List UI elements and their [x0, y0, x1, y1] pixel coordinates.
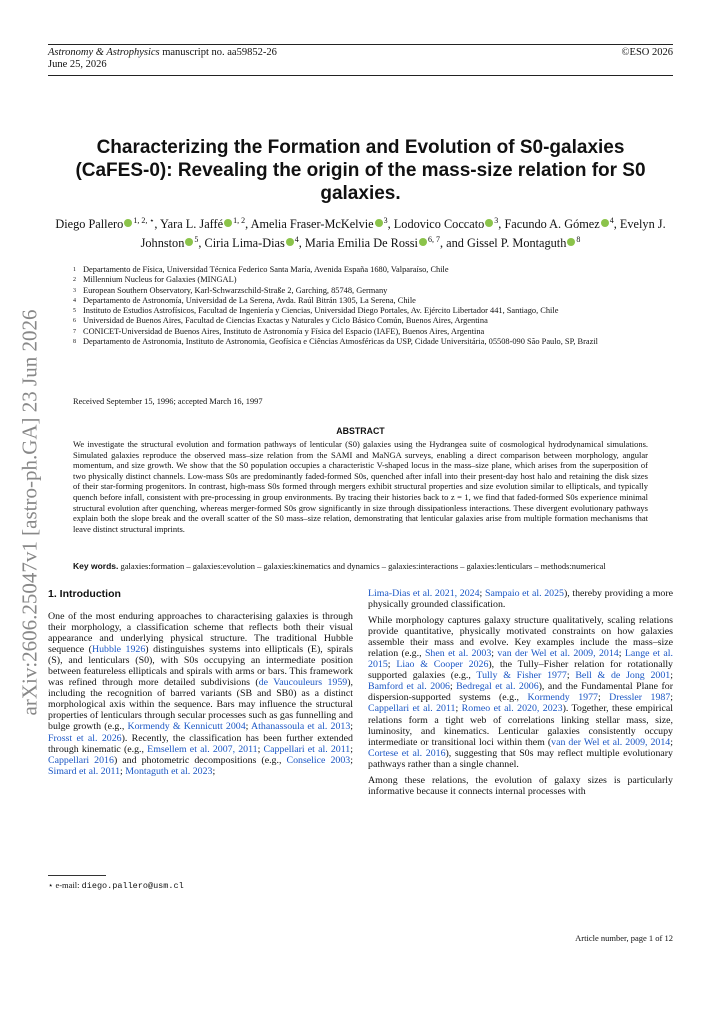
affiliation-item — [73, 306, 663, 316]
column-right — [368, 588, 673, 802]
received-date: Received September 15, 1996; accepted March 16, 1997 — [73, 397, 263, 406]
citation-link[interactable]: van der Wel et al. 2009, 2014 — [551, 736, 671, 748]
header-date: June 25, 2026 — [48, 59, 107, 70]
author-name: Amelia Fraser-McKelvie — [250, 217, 374, 232]
author-name: Lodovico Coccato — [393, 217, 485, 232]
affiliation-item — [73, 337, 663, 347]
affiliation-number: 2 — [73, 277, 76, 284]
author-name: Maria Emilia De Rossi — [304, 236, 418, 251]
affiliation-item — [73, 296, 663, 306]
body-paragraph: While morphology captures galaxy structure qualitatively, scaling relations provide quantitative, physically motivated constraints on how galaxies assemble their mass and evolve. Key examples include the mass–size relation (e.g., Shen et al. 2003; van der Wel et al. 2009, 2014; Lange et al. 2015; Liao & Cooper 2026), the Tully–Fisher relation for rotationally supported galaxies (e.g., Tully & Fisher 1977; Bell & de Jong 2001; Bamford et al. 2006; Bedregal et al. 2006), and the Fundamental Plane for dispersion-supported systems (e.g., Kormendy 1977; Dressler 1987; Cappellari et al. 2011; Romeo et al. 2020, 2023). Together, these empirical relations form a tight web of correlations linking stellar mass, size, luminosity, and kinematics. Lenticular galaxies consistently occupy intermediate or transitional loci within them (van der Wel et al. 2009, 2014; Cortese et al. 2016), suggesting that S0s may reflect multiple evolutionary pathways rather than a single channel. — [368, 615, 674, 770]
footnote-prefix: e-mail: — [55, 880, 80, 890]
keywords — [73, 561, 648, 572]
affiliation-number: 1 — [73, 267, 76, 273]
orcid-icon[interactable] — [185, 238, 193, 246]
copyright: ©ESO 2026 — [621, 47, 673, 58]
journal-name: Astronomy & Astrophysics — [48, 47, 160, 58]
citation-link[interactable]: Hubble 1926 — [91, 644, 146, 656]
author-list: Diego Pallero $^{1, 2, ⋆}$, Yara L. Jaffé $^{1, 2}$, Amelia Fraser-McKelvie $^3$, Lodovico Coccato $^3$, Facundo A. Gómez $^4$, Evelyn J. Johnston $^5$, Ciria Lima-Dias $^4$, Maria Emilia De Rossi $^{6, 7}$, and Gissel P. Montaguth $^8$ — [55, 216, 666, 251]
affiliation-item — [73, 286, 663, 296]
author-affil-sup: 3 — [494, 216, 499, 225]
footnote-rule — [48, 875, 106, 876]
affiliation-item — [73, 316, 663, 326]
citation-link[interactable]: Romeo et al. 2020, 2023 — [461, 703, 563, 715]
running-header — [48, 47, 277, 71]
citation-link[interactable]: Bell & de Jong 2001 — [575, 670, 671, 682]
keywords-label: Key words. — [73, 561, 119, 571]
citation-link[interactable]: van der Wel et al. 2009, 2014 — [497, 648, 619, 660]
body-paragraph: Lima-Dias et al. 2021, 2024; Sampaio et al. 2025), thereby providing a more physically grounded classification. — [368, 588, 674, 611]
orcid-icon[interactable] — [375, 219, 383, 227]
citation-link[interactable]: Cappellari et al. 2011 — [263, 743, 351, 755]
affiliation-text: Departamento de Astronomia, Instituto de Astronomia, Geofísica e Ciências Atmosféricas da USP, Cidade Universitária, 05508-090 São Paulo, SP, Brazil — [83, 337, 598, 347]
footnote-marker: ⋆ — [48, 880, 54, 890]
affiliation-text: CONICET-Universidad de Buenos Aires, Instituto de Astronomía y Física del Espacio (IAFE), Buenos Aires, Argentina — [83, 326, 485, 336]
citation-link[interactable]: Conselice 2003 — [286, 754, 351, 766]
footnote — [48, 880, 184, 891]
orcid-icon[interactable] — [567, 238, 575, 246]
keywords-text: galaxies:formation – galaxies:evolution – galaxies:kinematics and dynamics – galaxies:interactions – galaxies:lenticulars – methods:numerical — [120, 561, 606, 571]
author-name: Evelyn J. Johnston — [140, 217, 666, 251]
author-affil-sup: 8 — [576, 235, 581, 245]
author-affil-sup: 4 — [294, 235, 299, 245]
author-name: Yara L. Jaffé — [160, 217, 224, 232]
author-name: Ciria Lima-Dias — [204, 236, 285, 251]
affiliation-item — [73, 265, 663, 275]
affiliation-number: 7 — [73, 328, 76, 335]
author-name: Diego Pallero — [55, 217, 124, 232]
affiliation-number: 3 — [73, 287, 76, 294]
citation-link[interactable]: de Vaucouleurs 1959 — [258, 677, 348, 689]
citation-link[interactable]: Cappellari 2016 — [48, 754, 114, 766]
citation-link[interactable]: Montaguth et al. 2023 — [125, 765, 213, 777]
author-affil-sup: 1, 2, ⋆ — [133, 216, 155, 225]
email-link[interactable]: diego.pallero@usm.cl — [81, 881, 184, 891]
citation-link[interactable]: Cortese et al. 2016 — [368, 747, 446, 759]
body-paragraph: Among these relations, the evolution of galaxy sizes is particularly informative because it connects internal processes with — [368, 774, 673, 797]
abstract-text: We investigate the structural evolution and formation pathways of lenticular (S0) galaxies using the Hydrangea suite of cosmological hydrodynamical simulations. Simulated galaxies reproduce the observed mass–size relation from the SAMI and MaNGA surveys, enabling a direct comparison between morphology, angular momentum, and size growth. We show that the S0 population occupies a characteristic V-shaped locus in the mass–size plane, which arises from the superposition of two physically distinct channels. Low-mass S0s are predominantly faded-formed S0s, quenched after infall into their present-day host halo and retaining the disk sizes of their star-forming progenitors. In contrast, high-mass S0s formed through mergers exhibit structural properties and size evolution similar to ellipticals, and typically quench before infall, consistent with pre-processing in group environments. By tracing their histories back to z = 1, we find that faded-formed S0s experience minimal structural evolution after quenching, whereas merger-formed S0s grow significantly in size through dissipationless interactions. These divergent evolutionary pathways explain both the slope break and the overall scatter of the S0 mass–size relation, demonstrating that lenticular galaxies arise from multiple formation mechanisms that leave distinct structural imprints. — [73, 439, 648, 534]
affiliation-item — [73, 327, 663, 337]
orcid-icon[interactable] — [224, 219, 232, 227]
orcid-icon[interactable] — [419, 238, 427, 246]
citation-link[interactable]: Kormendy & Kennicutt 2004 — [127, 721, 246, 733]
affiliation-text: Millennium Nucleus for Galaxies (MINGAL) — [83, 275, 237, 285]
author-name: Gissel P. Montaguth — [466, 236, 567, 251]
citation-link[interactable]: Frosst et al. 2026 — [48, 732, 122, 744]
citation-link[interactable]: Sampaio et al. 2025 — [484, 588, 564, 599]
citation-link[interactable]: Kormendy 1977 — [527, 692, 598, 704]
author-affil-sup: 3 — [383, 216, 388, 225]
affiliation-text: Instituto de Estudios Astrofísicos, Facultad de Ingeniería y Ciencias, Universidad Diego Portales, Av. Ejército Libertador 441, Santiago, Chile — [83, 306, 559, 316]
affiliation-number: 6 — [73, 318, 76, 325]
citation-link[interactable]: Lima-Dias et al. 2021, 2024 — [368, 588, 480, 599]
author-affil-sup: 1, 2 — [233, 216, 246, 225]
body-paragraph: One of the most enduring approaches to characterising galaxies is through their morphology, a classification scheme that reflects both their visual appearance and underlying physical structure. The traditional Hubble sequence (Hubble 1926) distinguishes systems into ellipticals (E), spirals (S), and lenticulars (S0), with S0s occupying an intermediate position between featureless ellipticals and spirals with arms or bars. This framework was refined through more detailed subdivisions (de Vaucouleurs 1959), including the recognition of barred variants (SB and SB0) as a distinct morphological axis within the sequence. Bars may influence the structural properties of lenticulars through secular processes such as gas funnelling and bulge growth (e.g., Kormendy & Kennicutt 2004; Athanassoula et al. 2013; Frosst et al. 2026). Recently, the classification has been further extended through kinematic (e.g., Emsellem et al. 2007, 2011; Cappellari et al. 2011; Cappellari 2016) and photometric decompositions (e.g., Conselice 2003; Simard et al. 2011; Montaguth et al. 2023; — [48, 611, 354, 777]
affiliation-number: 8 — [73, 339, 76, 346]
author-affil-sup: 5 — [194, 235, 199, 245]
citation-link[interactable]: Shen et al. 2003 — [424, 648, 492, 660]
affiliation-number: 4 — [73, 297, 76, 304]
affiliation-text: Universidad de Buenos Aires, Facultad de Ciencias Exactas y Naturales y Ciclo Básico Común, Buenos Aires, Argentina — [83, 316, 488, 326]
affiliation-text: European Southern Observatory, Karl-Schwarzschild-Straße 2, Garching, 85748, Germany — [83, 285, 388, 295]
manuscript-id: manuscript no. aa59852-26 — [162, 47, 277, 58]
citation-link[interactable]: Tully & Fisher 1977 — [476, 670, 567, 682]
citation-link[interactable]: Bedregal et al. 2006 — [456, 681, 539, 693]
orcid-icon[interactable] — [601, 219, 609, 227]
orcid-icon[interactable] — [485, 219, 493, 227]
column-left — [48, 611, 353, 782]
paper-title: Characterizing the Formation and Evolution of S0-galaxies (CaFES-0): Revealing the origin of the mass-size relation for S0 galaxies. — [75, 137, 646, 204]
affiliation-list — [73, 265, 663, 347]
section-title: 1. Introduction — [48, 588, 121, 600]
citation-link[interactable]: Cappellari et al. 2011 — [368, 703, 456, 715]
citation-link[interactable]: Bamford et al. 2006 — [368, 681, 450, 693]
affiliation-item — [73, 275, 663, 285]
orcid-icon[interactable] — [124, 219, 132, 227]
affiliation-text: Departamento de Astronomía, Universidad de La Serena, Avda. Raúl Bitrán 1305, La Serena, Chile — [83, 295, 416, 305]
author-name: Facundo A. Gómez — [504, 217, 600, 232]
arxiv-stamp[interactable]: arXiv:2606.25047v1 [astro-ph.GA] 23 Jun 2026 — [17, 309, 42, 716]
citation-link[interactable]: Emsellem et al. 2007, 2011 — [147, 743, 258, 755]
citation-link[interactable]: Dressler 1987 — [609, 692, 671, 704]
citation-link[interactable]: Liao & Cooper 2026 — [396, 659, 489, 671]
affiliation-number: 5 — [73, 308, 76, 315]
author-affil-sup: 6, 7 — [427, 235, 440, 245]
citation-link[interactable]: Simard et al. 2011 — [48, 765, 121, 777]
citation-link[interactable]: Lange et al. 2015 — [368, 648, 673, 671]
author-affil-sup: 4 — [609, 216, 614, 225]
page-number: Article number, page 1 of 12 — [575, 933, 673, 943]
affiliation-text: Departamento de Física, Universidad Técnica Federico Santa María, Avenida España 1680, Valparaíso, Chile — [83, 265, 449, 274]
orcid-icon[interactable] — [286, 238, 294, 246]
citation-link[interactable]: Athanassoula et al. 2013 — [251, 721, 351, 733]
abstract-heading: ABSTRACT — [336, 426, 385, 436]
